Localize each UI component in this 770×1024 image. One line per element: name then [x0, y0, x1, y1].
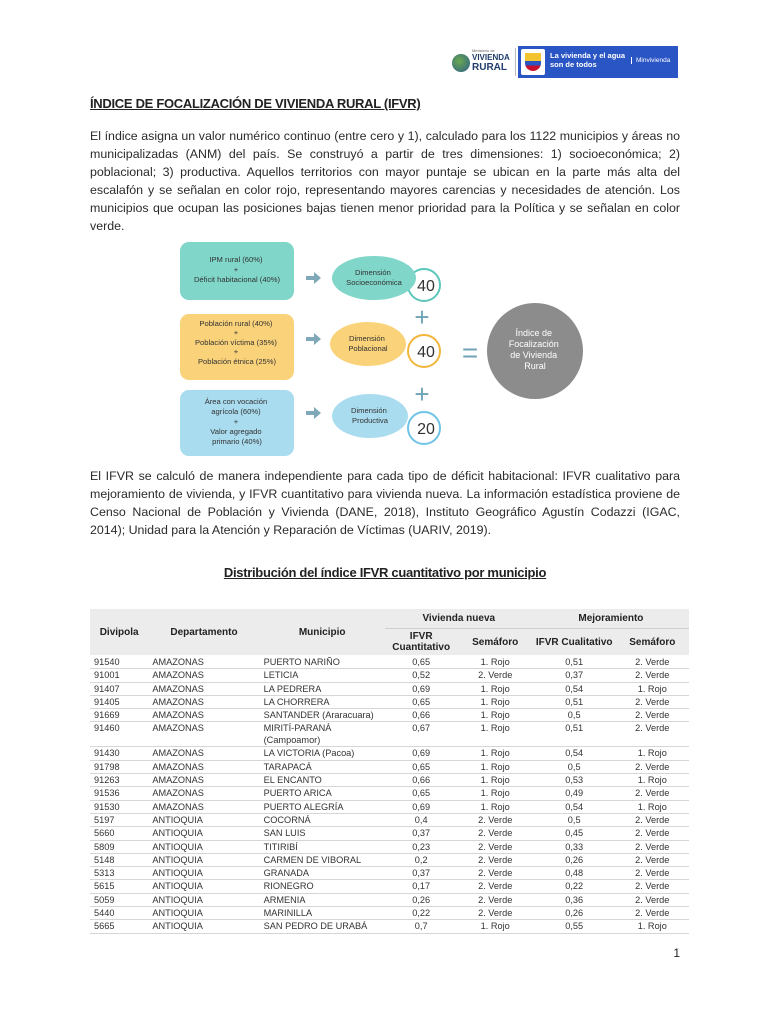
government-logo: [518, 46, 678, 78]
cell-ifvr-cuantitativo: 0,26: [385, 893, 458, 906]
logo-divider: [515, 48, 516, 76]
cell-municipio: SAN PEDRO DE URABÁ: [260, 920, 385, 933]
cell-departamento: ANTIOQUIA: [148, 813, 259, 826]
cell-ifvr-cualitativo: 0,55: [533, 920, 616, 933]
arrow-right-icon: [306, 407, 321, 419]
methodology-paragraph: El IFVR se calculó de manera independiente para cada tipo de déficit habitacional: IFVR cualitativo para mejoramiento de vivienda, y IFVR cuantitativo para vivienda nueva. La información estadística proviene de Censo Nacional de Población y Vivienda (DANE, 2018), Instituto Geográfico Agustín Codazzi (IGAC, 2014); Unidad para la Atención y Reparación de Víctimas (UARIV, 2019).: [90, 469, 680, 537]
arrow-right-icon: [306, 272, 321, 284]
col-semaforo-nueva: Semáforo: [458, 629, 533, 656]
cell-ifvr-cualitativo: 0,51: [533, 656, 616, 669]
box3-line4: Valor agregado: [210, 427, 262, 436]
cell-semaforo-mejoramiento: 2. Verde: [616, 709, 689, 722]
dim3-line1: Dimensión: [351, 406, 387, 415]
cell-semaforo-mejoramiento: 1. Rojo: [616, 682, 689, 695]
cell-semaforo-nueva: 2. Verde: [458, 840, 533, 853]
cell-semaforo-nueva: 1. Rojo: [458, 656, 533, 669]
cell-municipio: RIONEGRO: [260, 880, 385, 893]
box1-line2: +: [233, 265, 239, 274]
cell-semaforo-nueva: 1. Rojo: [458, 747, 533, 760]
table-body: [90, 656, 689, 934]
cell-semaforo-nueva: 1. Rojo: [458, 760, 533, 773]
cell-ifvr-cuantitativo: 0,23: [385, 840, 458, 853]
cell-semaforo-mejoramiento: 2. Verde: [616, 813, 689, 826]
cell-semaforo-nueva: 2. Verde: [458, 853, 533, 866]
cell-ifvr-cuantitativo: 0,65: [385, 656, 458, 669]
cell-ifvr-cuantitativo: 0,69: [385, 800, 458, 813]
cell-ifvr-cuantitativo: 0,2: [385, 853, 458, 866]
cell-departamento: AMAZONAS: [148, 722, 259, 747]
cell-ifvr-cuantitativo: 0,69: [385, 682, 458, 695]
cell-ifvr-cualitativo: 0,51: [533, 695, 616, 708]
cell-ifvr-cualitativo: 0,33: [533, 840, 616, 853]
cell-municipio: LA VICTORIA (Pacoa): [260, 747, 385, 760]
weight-socioeconomic: 40: [417, 278, 435, 295]
cell-divipola: 5660: [90, 827, 148, 840]
cell-semaforo-mejoramiento: 2. Verde: [616, 760, 689, 773]
cell-municipio: ARMENIA: [260, 893, 385, 906]
cell-departamento: ANTIOQUIA: [148, 907, 259, 920]
cell-departamento: AMAZONAS: [148, 669, 259, 682]
table-row: [90, 880, 689, 893]
dim2-line2: Poblacional: [348, 344, 388, 353]
cell-departamento: AMAZONAS: [148, 800, 259, 813]
cell-ifvr-cuantitativo: 0,69: [385, 747, 458, 760]
document-title: ÍNDICE DE FOCALIZACIÓN DE VIVIENDA RURAL (IFVR): [90, 96, 421, 111]
cell-semaforo-nueva: 2. Verde: [458, 669, 533, 682]
cell-semaforo-mejoramiento: 1. Rojo: [616, 747, 689, 760]
cell-ifvr-cualitativo: 0,5: [533, 709, 616, 722]
cell-municipio: SANTANDER (Araracuara): [260, 709, 385, 722]
result-line4: Rural: [524, 361, 546, 371]
ifvr-table: [90, 609, 689, 934]
dim1-line2: Socioeconómica: [346, 278, 402, 287]
cell-divipola: 5615: [90, 880, 148, 893]
cell-semaforo-nueva: 1. Rojo: [458, 709, 533, 722]
cell-departamento: AMAZONAS: [148, 682, 259, 695]
plus-icon: +: [414, 379, 430, 409]
dim3-line2: Productiva: [352, 416, 388, 425]
cell-divipola: 91536: [90, 787, 148, 800]
cell-semaforo-mejoramiento: 2. Verde: [616, 880, 689, 893]
box2-line2: +: [233, 328, 239, 337]
cell-departamento: AMAZONAS: [148, 656, 259, 669]
cell-departamento: AMAZONAS: [148, 787, 259, 800]
arrow-icons: [306, 272, 321, 419]
cell-semaforo-mejoramiento: 2. Verde: [616, 827, 689, 840]
cell-divipola: 91001: [90, 669, 148, 682]
cell-semaforo-mejoramiento: 1. Rojo: [616, 774, 689, 787]
cell-ifvr-cualitativo: 0,5: [533, 813, 616, 826]
cell-ifvr-cualitativo: 0,51: [533, 722, 616, 747]
table-row: [90, 774, 689, 787]
cell-ifvr-cualitativo: 0,49: [533, 787, 616, 800]
cell-semaforo-mejoramiento: 2. Verde: [616, 722, 689, 747]
box1-line1: IPM rural (60%): [209, 255, 263, 264]
page-number: 1: [673, 946, 680, 960]
box3-line2: agrícola (60%): [211, 407, 261, 416]
cell-semaforo-nueva: 1. Rojo: [458, 920, 533, 933]
cell-divipola: 91798: [90, 760, 148, 773]
table-row: [90, 853, 689, 866]
cell-semaforo-nueva: 2. Verde: [458, 880, 533, 893]
cell-municipio: LA PEDRERA: [260, 682, 385, 695]
box3-line1: Área con vocación: [204, 397, 268, 406]
ifvr-diagram: [178, 240, 588, 458]
cell-semaforo-mejoramiento: 1. Rojo: [616, 920, 689, 933]
cell-semaforo-mejoramiento: 2. Verde: [616, 695, 689, 708]
cell-divipola: 5665: [90, 920, 148, 933]
table-row: [90, 800, 689, 813]
cell-ifvr-cualitativo: 0,54: [533, 682, 616, 695]
cell-divipola: 5197: [90, 813, 148, 826]
cell-municipio: PUERTO ALEGRÍA: [260, 800, 385, 813]
cell-departamento: ANTIOQUIA: [148, 840, 259, 853]
cell-municipio: LA CHORRERA: [260, 695, 385, 708]
cell-departamento: AMAZONAS: [148, 709, 259, 722]
intro-paragraph: El índice asigna un valor numérico continuo (entre cero y 1), calculado para los 1122 municipios y áreas no municipalizadas (ANM) del país. Se construyó a partir de tres dimensiones: 1) socioeconómica; 2) poblacional; 3) productiva. Aquellos territorios con mayor puntaje se ubican en la parte más alta del escalafón y se señalan en color rojo, representando mayores carencias y necesidades de atención. Los municipios que ocupan las posiciones bajas tienen menor prioridad para la Política y se señalan en color verde.: [90, 129, 680, 233]
table-row: [90, 893, 689, 906]
cell-divipola: 5809: [90, 840, 148, 853]
result-line1: Índice de: [515, 328, 553, 338]
cell-divipola: 5059: [90, 893, 148, 906]
cell-ifvr-cuantitativo: 0,65: [385, 787, 458, 800]
cell-ifvr-cuantitativo: 0,65: [385, 760, 458, 773]
table-title: Distribución del índice IFVR cuantitativo por municipio: [223, 565, 547, 580]
cell-ifvr-cuantitativo: 0,37: [385, 867, 458, 880]
equals-icon: =: [461, 337, 479, 368]
cell-departamento: ANTIOQUIA: [148, 853, 259, 866]
cell-ifvr-cuantitativo: 0,4: [385, 813, 458, 826]
cell-semaforo-nueva: 1. Rojo: [458, 800, 533, 813]
svg-text:Dimensión Poblacional: [348, 334, 388, 353]
table-row: [90, 907, 689, 920]
cell-ifvr-cualitativo: 0,37: [533, 669, 616, 682]
cell-ifvr-cualitativo: 0,45: [533, 827, 616, 840]
table-row: [90, 682, 689, 695]
cell-semaforo-mejoramiento: 2. Verde: [616, 840, 689, 853]
table-row: [90, 920, 689, 933]
table-row: [90, 656, 689, 669]
table-row: [90, 695, 689, 708]
cell-semaforo-nueva: 2. Verde: [458, 907, 533, 920]
arrow-right-icon: [306, 333, 321, 345]
table-row: [90, 840, 689, 853]
cell-semaforo-mejoramiento: 1. Rojo: [616, 800, 689, 813]
cell-semaforo-nueva: 2. Verde: [458, 827, 533, 840]
cell-ifvr-cuantitativo: 0,37: [385, 827, 458, 840]
cell-ifvr-cualitativo: 0,26: [533, 907, 616, 920]
table-row: [90, 747, 689, 760]
cell-municipio: LETICIA: [260, 669, 385, 682]
cell-ifvr-cuantitativo: 0,66: [385, 774, 458, 787]
cell-semaforo-mejoramiento: 2. Verde: [616, 669, 689, 682]
cell-departamento: AMAZONAS: [148, 747, 259, 760]
cell-departamento: AMAZONAS: [148, 774, 259, 787]
cell-divipola: 91407: [90, 682, 148, 695]
logo-line1: VIVIENDA: [472, 53, 510, 62]
table-row: [90, 722, 689, 747]
cell-departamento: AMAZONAS: [148, 695, 259, 708]
cell-municipio: CARMEN DE VIBORAL: [260, 853, 385, 866]
dim2-line1: Dimensión: [349, 334, 385, 343]
svg-text:Población rural (40%) +: [195, 319, 279, 366]
table-row: [90, 813, 689, 826]
cell-municipio: COCORNÁ: [260, 813, 385, 826]
cell-ifvr-cualitativo: 0,54: [533, 800, 616, 813]
cell-municipio: TITIRIBÍ: [260, 840, 385, 853]
cell-municipio: TARAPACÁ: [260, 760, 385, 773]
cell-municipio: GRANADA: [260, 867, 385, 880]
cell-divipola: 5440: [90, 907, 148, 920]
vivienda-rural-logo: [452, 48, 514, 76]
cell-ifvr-cuantitativo: 0,22: [385, 907, 458, 920]
svg-text:Dimensión Productiva: [351, 406, 389, 425]
cell-municipio: MARINILLA: [260, 907, 385, 920]
cell-departamento: ANTIOQUIA: [148, 827, 259, 840]
col-semaforo-mejoramiento: Semáforo: [616, 629, 689, 656]
header-logos: [452, 46, 682, 78]
ministry-name: Minvivienda: [631, 57, 670, 64]
cell-semaforo-mejoramiento: 2. Verde: [616, 907, 689, 920]
table-row: [90, 760, 689, 773]
cell-ifvr-cualitativo: 0,5: [533, 760, 616, 773]
cell-ifvr-cuantitativo: 0,17: [385, 880, 458, 893]
cell-departamento: AMAZONAS: [148, 760, 259, 773]
col-divipola: Divipola: [90, 609, 148, 656]
cell-ifvr-cuantitativo: 0,65: [385, 695, 458, 708]
cell-ifvr-cualitativo: 0,53: [533, 774, 616, 787]
cell-divipola: 91540: [90, 656, 148, 669]
box2-line4: +: [233, 347, 239, 356]
cell-municipio: MIRITÍ-PARANÁ (Campoamor): [260, 722, 385, 747]
logo-small-text: Ministerio de: [472, 48, 495, 53]
col-departamento: Departamento: [148, 609, 259, 656]
cell-ifvr-cualitativo: 0,26: [533, 853, 616, 866]
cell-departamento: ANTIOQUIA: [148, 920, 259, 933]
table-row: [90, 669, 689, 682]
cell-semaforo-nueva: 2. Verde: [458, 813, 533, 826]
plus-icon: +: [414, 302, 430, 332]
cell-departamento: ANTIOQUIA: [148, 867, 259, 880]
logo-line2: RURAL: [472, 62, 507, 73]
cell-municipio: PUERTO NARIÑO: [260, 656, 385, 669]
cell-semaforo-nueva: 2. Verde: [458, 893, 533, 906]
coat-of-arms-icon: [521, 49, 545, 75]
cell-divipola: 91430: [90, 747, 148, 760]
box1-line3: Déficit habitacional (40%): [193, 275, 281, 284]
cell-departamento: ANTIOQUIA: [148, 880, 259, 893]
col-municipio: Municipio: [260, 609, 385, 656]
weight-population: 40: [417, 344, 435, 361]
cell-departamento: ANTIOQUIA: [148, 893, 259, 906]
cell-ifvr-cualitativo: 0,36: [533, 893, 616, 906]
cell-divipola: 91460: [90, 722, 148, 747]
cell-ifvr-cualitativo: 0,22: [533, 880, 616, 893]
cell-municipio: SAN LUIS: [260, 827, 385, 840]
cell-semaforo-mejoramiento: 2. Verde: [616, 867, 689, 880]
cell-semaforo-nueva: 2. Verde: [458, 867, 533, 880]
cell-divipola: 91263: [90, 774, 148, 787]
cell-divipola: 5148: [90, 853, 148, 866]
cell-semaforo-mejoramiento: 2. Verde: [616, 893, 689, 906]
cell-divipola: 91405: [90, 695, 148, 708]
cell-semaforo-mejoramiento: 2. Verde: [616, 853, 689, 866]
cell-semaforo-nueva: 1. Rojo: [458, 774, 533, 787]
cell-ifvr-cualitativo: 0,48: [533, 867, 616, 880]
cell-semaforo-nueva: 1. Rojo: [458, 682, 533, 695]
cell-semaforo-mejoramiento: 2. Verde: [616, 656, 689, 669]
cell-municipio: PUERTO ARICA: [260, 787, 385, 800]
cell-divipola: 5313: [90, 867, 148, 880]
box2-line1: Población rural (40%): [199, 319, 273, 328]
box2-line3: Población víctima (35%): [194, 338, 277, 347]
table-row: [90, 709, 689, 722]
cell-municipio: EL ENCANTO: [260, 774, 385, 787]
col-ifvr-cualitativo: IFVR Cualitativo: [533, 629, 616, 656]
cell-ifvr-cuantitativo: 0,52: [385, 669, 458, 682]
gov-slogan: La vivienda y el agua son de todos: [550, 51, 626, 69]
cell-semaforo-nueva: 1. Rojo: [458, 787, 533, 800]
dim1-line1: Dimensión: [355, 268, 391, 277]
table-row: [90, 827, 689, 840]
cell-semaforo-nueva: 1. Rojo: [458, 722, 533, 747]
cell-divipola: 91669: [90, 709, 148, 722]
cell-ifvr-cualitativo: 0,54: [533, 747, 616, 760]
globe-icon: [452, 54, 470, 72]
table-row: [90, 867, 689, 880]
group-vivienda-nueva: Vivienda nueva: [385, 609, 533, 629]
box2-line5: Población étnica (25%): [197, 357, 277, 366]
box3-line3: +: [233, 417, 239, 426]
cell-ifvr-cuantitativo: 0,7: [385, 920, 458, 933]
cell-semaforo-mejoramiento: 2. Verde: [616, 787, 689, 800]
cell-ifvr-cuantitativo: 0,66: [385, 709, 458, 722]
weight-productive: 20: [417, 421, 435, 438]
result-line3: de Vivienda: [510, 350, 558, 360]
result-line2: Focalización: [508, 339, 559, 349]
cell-divipola: 91530: [90, 800, 148, 813]
cell-semaforo-nueva: 1. Rojo: [458, 695, 533, 708]
cell-ifvr-cuantitativo: 0,67: [385, 722, 458, 747]
col-ifvr-cuantitativo: IFVR Cuantitativo: [385, 629, 458, 656]
box3-line5: primario (40%): [212, 437, 262, 446]
table-row: [90, 787, 689, 800]
group-mejoramiento: Mejoramiento: [533, 609, 689, 629]
